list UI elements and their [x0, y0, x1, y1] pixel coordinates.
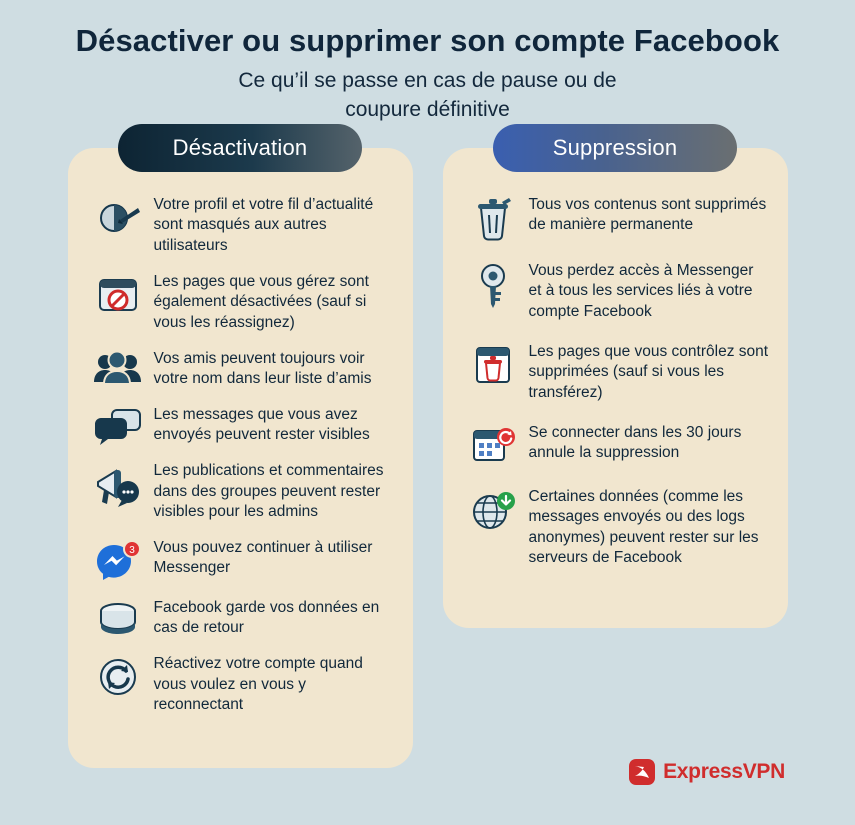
column-deactivate-heading: Désactivation: [118, 124, 362, 172]
page-delete-icon: [457, 341, 529, 387]
columns-container: [0, 134, 855, 768]
list-item: [82, 597, 395, 639]
expressvpn-mark-icon: [629, 759, 655, 785]
reactivate-refresh-icon: [82, 653, 154, 699]
list-item-text: Tous vos contenus sont supprimés de manière permanente: [528, 195, 767, 234]
list-item-text: Se connecter dans les 30 jours annule la suppression: [528, 423, 742, 462]
list-item: [457, 422, 770, 468]
list-item-text: Facebook garde vos données en cas de retour: [153, 598, 380, 637]
brand-name: ExpressVPN: [663, 760, 785, 783]
list-item: [82, 537, 395, 583]
key-icon: [457, 260, 529, 310]
column-deactivate: [68, 134, 413, 768]
list-item-text: Certaines données (comme les messages envoyés ou des logs anonymes) peuvent rester sur les serveurs de Facebook: [528, 487, 759, 567]
header: [0, 0, 855, 124]
list-item: [82, 348, 395, 390]
page-subtitle: [0, 67, 855, 124]
list-item-text: Vos amis peuvent toujours voir votre nom dans leur liste d’amis: [153, 349, 372, 388]
list-item-text: Les pages que vous contrôlez sont supprimées (sauf si vous les transférez): [528, 342, 769, 401]
list-item: [82, 460, 395, 523]
list-item-text: Les pages que vous gérez sont également désactivées (sauf si vous les réassignez): [153, 272, 369, 331]
list-item-text: Vous pouvez continuer à utiliser Messenger: [153, 538, 373, 577]
list-item: [82, 653, 395, 716]
column-delete: [443, 134, 788, 628]
messenger-badge-icon: [82, 537, 154, 583]
column-delete-panel: [443, 148, 788, 628]
list-item-text: Réactivez votre compte quand vous voulez en vous y reconnectant: [153, 655, 363, 714]
list-item: [82, 271, 395, 334]
page-title: Désactiver ou supprimer son compte Facebook: [75, 23, 780, 58]
list-item: [457, 341, 770, 404]
page-subtitle-line2: coupure définitive: [345, 97, 510, 121]
page-subtitle-line1: Ce qu’il se passe en cas de pause ou de: [238, 69, 617, 93]
list-item: [457, 194, 770, 242]
column-delete-heading: Suppression: [493, 124, 737, 172]
list-item-text: Les messages que vous avez envoyés peuvent rester visibles: [153, 405, 370, 444]
globe-download-icon: [457, 486, 529, 534]
list-item-text: Vous perdez accès à Messenger et à tous les services liés à votre compte Facebook: [528, 261, 754, 321]
list-item: [457, 260, 770, 323]
chat-bubbles-icon: [82, 404, 154, 446]
list-item: [82, 194, 395, 257]
list-item-text: Votre profil et votre fil d’actualité sont masqués aux autres utilisateurs: [153, 195, 374, 255]
hidden-profile-icon: [82, 194, 154, 240]
column-deactivate-panel: [68, 148, 413, 768]
list-item: [457, 486, 770, 569]
list-item: [82, 404, 395, 446]
trash-bin-icon: [457, 194, 529, 242]
data-storage-icon: [82, 597, 154, 637]
brand-logo: [629, 759, 785, 785]
megaphone-comment-icon: [82, 460, 154, 510]
messenger-badge-count: 3: [128, 544, 135, 556]
page-disabled-icon: [82, 271, 154, 319]
list-item-text: Les publications et commentaires dans des groupes peuvent rester visibles pour les admins: [153, 461, 384, 521]
calendar-restore-icon: [457, 422, 529, 468]
friends-icon: [82, 348, 154, 388]
